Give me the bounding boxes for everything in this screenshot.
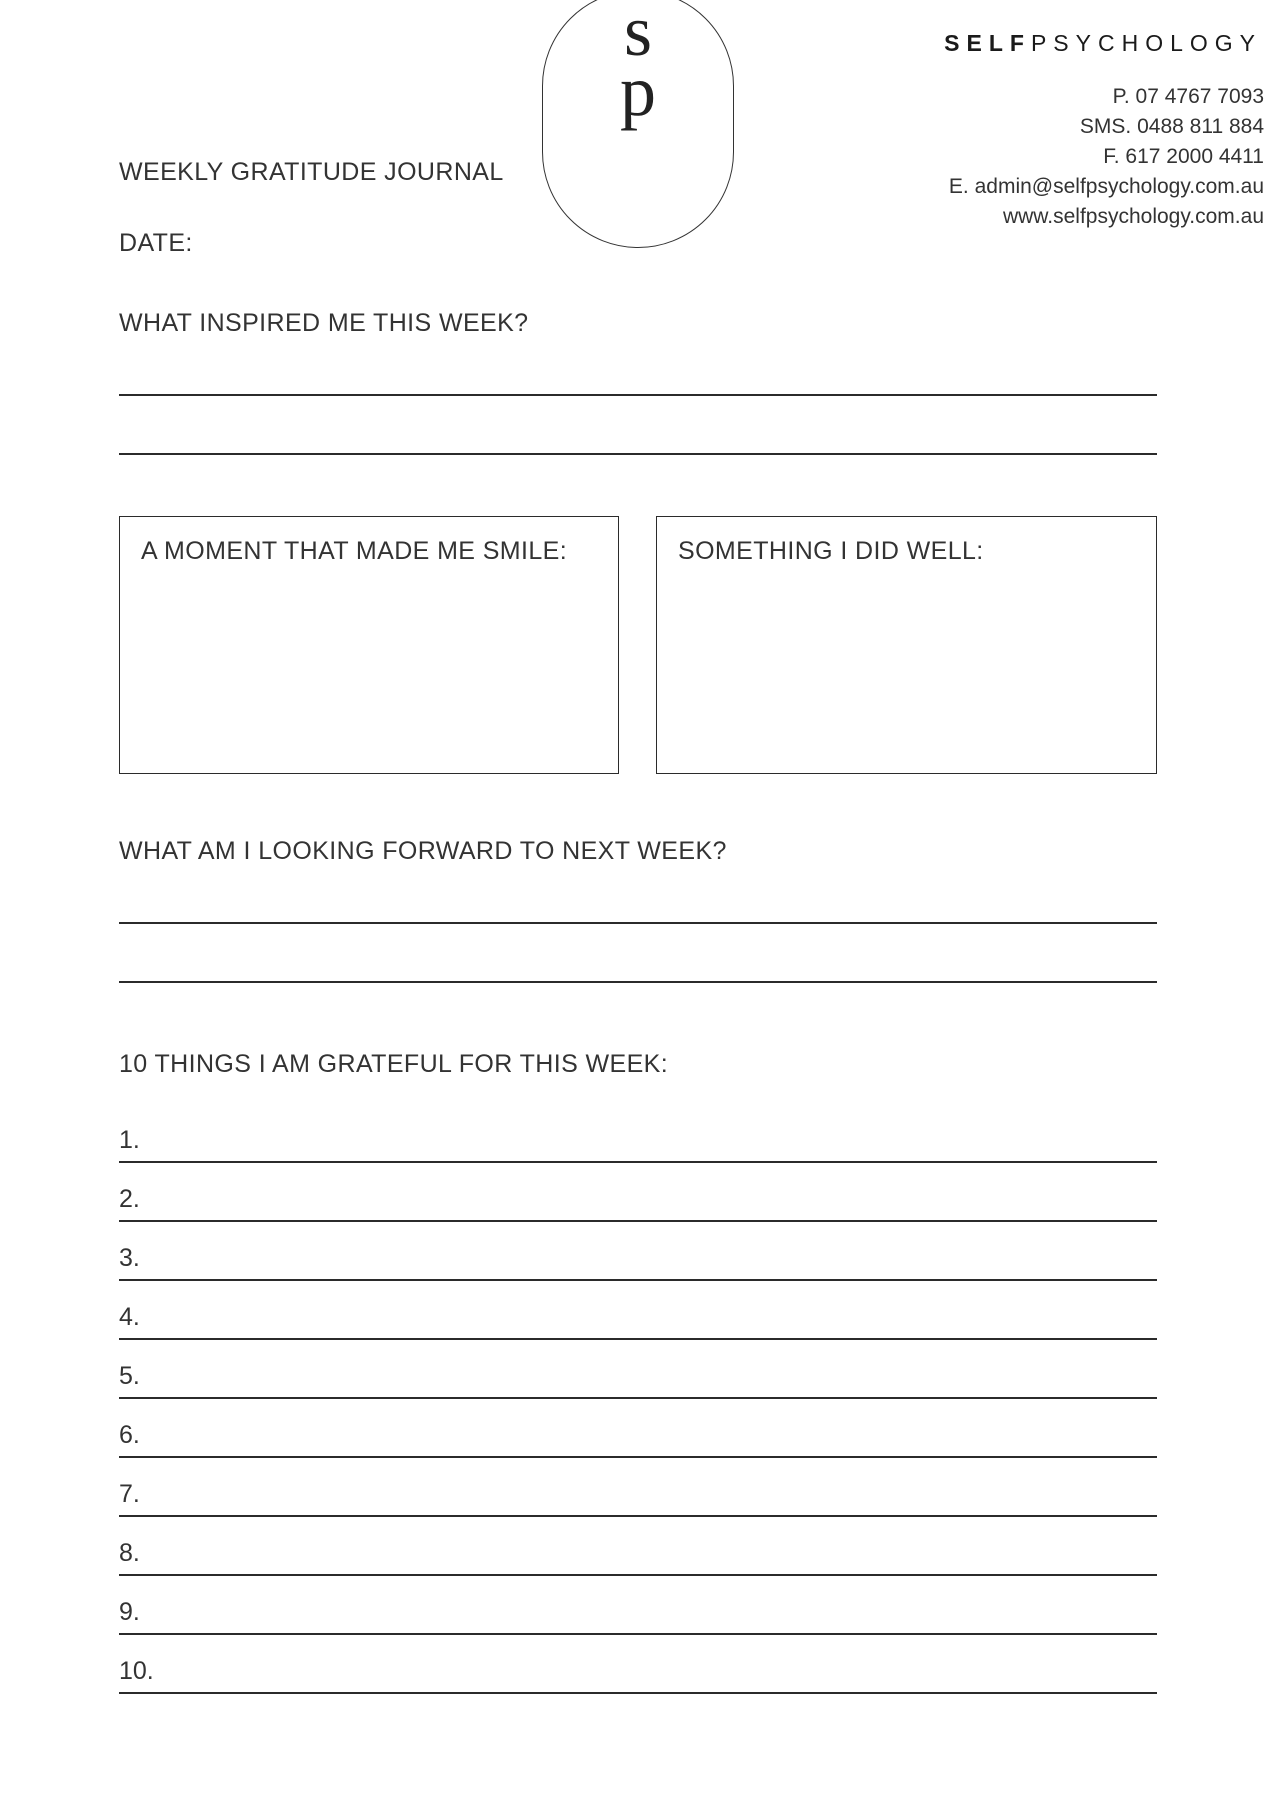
logo-letter-s: s [623,0,653,71]
grateful-item-number: 5. [119,1362,140,1390]
grateful-item[interactable] [119,1576,1157,1635]
forward-line-2[interactable] [119,981,1157,983]
grateful-item-number: 3. [119,1244,140,1272]
inspired-line-1[interactable] [119,394,1157,396]
grateful-item-number: 2. [119,1185,140,1213]
grateful-item[interactable] [119,1281,1157,1340]
grateful-heading: 10 THINGS I AM GRATEFUL FOR THIS WEEK: [119,1050,669,1078]
grateful-item[interactable] [119,1399,1157,1458]
contact-info [949,82,1264,232]
brand-bold: SELF [944,30,1031,56]
smile-box-label: A MOMENT THAT MADE ME SMILE: [141,537,568,565]
brand-light: PSYCHOLOGY [1030,30,1262,56]
grateful-item-number: 7. [119,1480,140,1508]
logo-letter-p: p [620,51,656,131]
contact-sms: SMS. 0488 811 884 [1079,115,1264,138]
contact-fax: F. 617 2000 4411 [1103,145,1264,168]
grateful-item[interactable] [119,1517,1157,1576]
grateful-item-line [119,1692,1157,1694]
grateful-item-number: 8. [119,1539,140,1567]
did-well-box[interactable] [656,516,1157,774]
date-label: DATE: [119,229,193,257]
grateful-item-number: 4. [119,1303,140,1331]
contact-email: E. admin@selfpsychology.com.au [948,175,1264,198]
grateful-item-number: 1. [119,1126,140,1154]
forward-line-1[interactable] [119,922,1157,924]
contact-phone: P. 07 4767 7093 [1112,85,1264,108]
contact-website: www.selfpsychology.com.au [1002,205,1264,228]
grateful-item-number: 10. [119,1657,154,1685]
grateful-item[interactable] [119,1340,1157,1399]
inspired-question: WHAT INSPIRED ME THIS WEEK? [119,309,529,337]
grateful-item[interactable] [119,1222,1157,1281]
grateful-item-number: 9. [119,1598,140,1626]
did-well-box-label: SOMETHING I DID WELL: [678,537,984,565]
grateful-item-number: 6. [119,1421,140,1449]
page-title: WEEKLY GRATITUDE JOURNAL [119,158,504,186]
grateful-item[interactable] [119,1635,1157,1694]
inspired-line-2[interactable] [119,453,1157,455]
grateful-item[interactable] [119,1104,1157,1163]
grateful-item[interactable] [119,1458,1157,1517]
grateful-item[interactable] [119,1163,1157,1222]
forward-question: WHAT AM I LOOKING FORWARD TO NEXT WEEK? [119,837,727,865]
logo-arch [542,0,734,248]
brand-name [944,30,1262,57]
smile-box[interactable] [119,516,619,774]
